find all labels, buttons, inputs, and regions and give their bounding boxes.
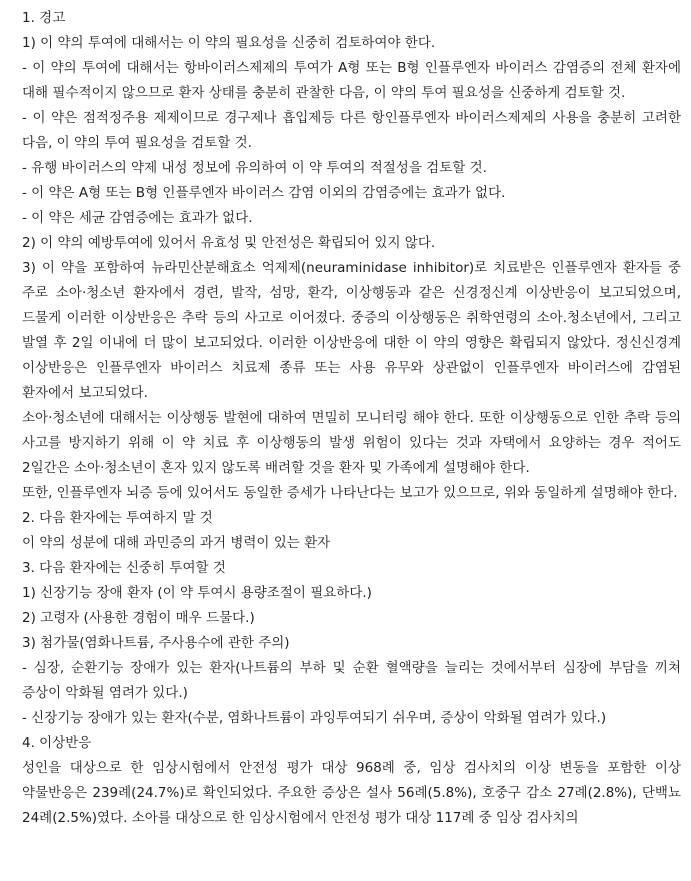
warning-paragraph: 소아·청소년에 대해서는 이상행동 발현에 대하여 면밀히 모니터링 해야 한다. 또한 이상행동으로 인한 추락 등의 사고를 방지하기 위해 이 약 치료 후 이상행동의 발생 위험이 있다는 것과 자택에서 요양하는 경우 적어도 2일간은 소아·청소년이 혼자 있지 않도록 배려할 것을 환자 및 가족에게 설명해야 한다. (22, 410, 681, 476)
warning-subitem: - 이 약은 세균 감염증에는 효과가 없다. (22, 210, 253, 226)
section-heading-contraindications: 2. 다음 환자에는 투여하지 말 것 (22, 510, 213, 526)
section-heading-adverse-reactions: 4. 이상반응 (22, 735, 92, 751)
section-heading-caution: 3. 다음 환자에는 신중히 투여할 것 (22, 560, 226, 576)
warning-subitem: - 이 약은 점적정주용 제제이므로 경구제나 흡입제등 다른 항인플루엔자 바이러스제제의 사용을 충분히 고려한 다음, 이 약의 투여 필요성을 검토할 것. (22, 110, 681, 151)
warning-paragraph: 또한, 인플루엔자 뇌증 등에 있어서도 동일한 증세가 나타난다는 보고가 있으므로, 위와 동일하게 설명해야 한다. (22, 485, 678, 501)
document-body (22, 6, 681, 831)
adverse-reactions-paragraph: 성인을 대상으로 한 임상시험에서 안전성 평가 대상 968례 중, 임상 검사치의 이상 변동을 포함한 이상 약물반응은 239례(24.7%)로 확인되었다. 주요한 증상은 설사 56례(5.8%), 호중구 감소 27례(2.8%), 단백뇨 24례(2.5%)였다. 소아를 대상으로 한 임상시험에서 안전성 평가 대상 117례 중 임상 검사치의 (22, 760, 681, 826)
contraindication-item: 이 약의 성분에 대해 과민증의 과거 병력이 있는 환자 (22, 535, 331, 551)
warning-item-2: 2) 이 약의 예방투여에 있어서 유효성 및 안전성은 확립되어 있지 않다. (22, 235, 436, 251)
section-heading-warning: 1. 경고 (22, 10, 66, 26)
caution-item-3: 3) 첨가물(염화나트륨, 주사용수에 관한 주의) (22, 635, 290, 651)
caution-item-1: 1) 신장기능 장애 환자 (이 약 투여시 용량조절이 필요하다.) (22, 585, 372, 601)
warning-item-3: 3) 이 약을 포함하여 뉴라민산분해효소 억제제(neuraminidase inhibitor)로 치료받은 인플루엔자 환자들 중 주로 소아·청소년 환자에서 경련, 발작, 섬망, 환각, 이상행동과 같은 신경정신계 이상반응이 보고되었으며, 드물게 이러한 이상반응은 추락 등의 사고로 이어졌다. 중증의 이상행동은 취학연령의 소아.청소년에서, 그리고 발열 후 2일 이내에 더 많이 보고되었다. 이러한 이상반응에 대한 이 약의 영향은 확립되지 않았다. 정신신경계 이상반응은 인플루엔자 바이러스 치료제 종류 또는 사용 유무와 상관없이 인플루엔자 바이러스에 감염된 환자에서 보고되었다. (22, 260, 681, 401)
warning-subitem: - 이 약의 투여에 대해서는 항바이러스제제의 투여가 A형 또는 B형 인플루엔자 바이러스 감염증의 전체 환자에 대해 필수적이지 않으므로 환자 상태를 충분히 관찰한 다음, 이 약의 투여 필요성을 신중하게 검토할 것. (22, 60, 681, 101)
caution-item-2: 2) 고령자 (사용한 경험이 매우 드물다.) (22, 610, 255, 626)
caution-subitem: - 신장기능 장애가 있는 환자(수분, 염화나트륨이 과잉투여되기 쉬우며, 증상이 악화될 염려가 있다.) (22, 710, 607, 726)
warning-item-1: 1) 이 약의 투여에 대해서는 이 약의 필요성을 신중히 검토하여야 한다. (22, 35, 436, 51)
caution-subitem: - 심장, 순환기능 장애가 있는 환자(나트륨의 부하 및 순환 혈액량을 늘리는 것에서부터 심장에 부담을 끼쳐 증상이 악화될 염려가 있다.) (22, 660, 681, 701)
warning-subitem: - 이 약은 A형 또는 B형 인플루엔자 바이러스 감염 이외의 감염증에는 효과가 없다. (22, 185, 506, 201)
warning-subitem: - 유행 바이러스의 약제 내성 정보에 유의하여 이 약 투여의 적절성을 검토할 것. (22, 160, 487, 176)
